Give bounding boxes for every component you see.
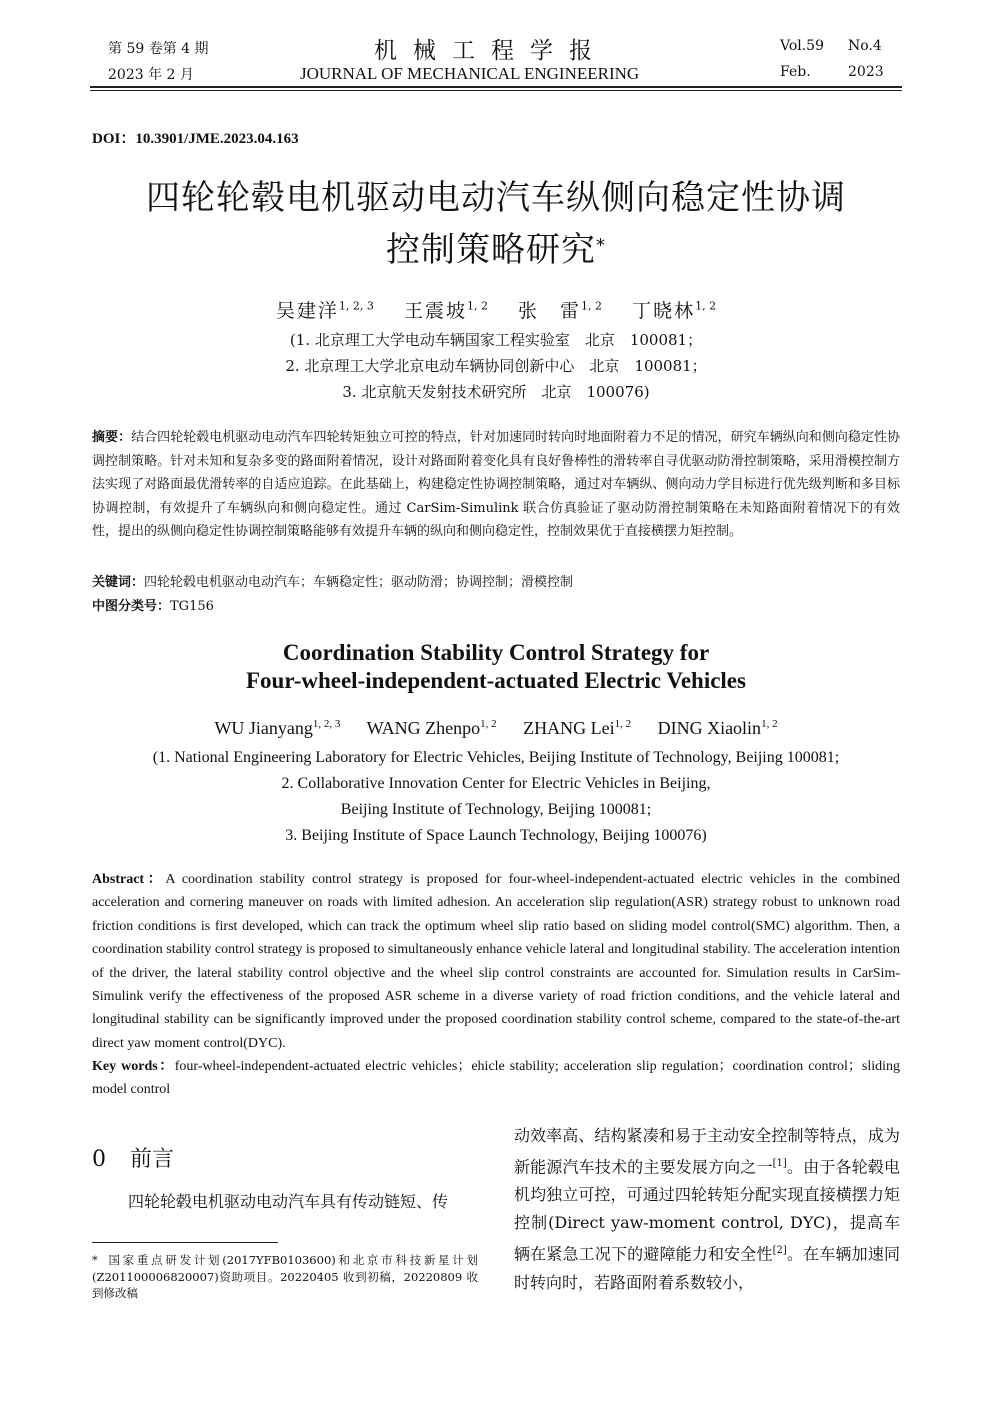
keywords-cn (92, 572, 900, 594)
number-en: No.4 (848, 38, 882, 54)
author-en-2-aff: 1, 2 (480, 718, 497, 730)
title-footnote-mark: * (596, 235, 606, 256)
title-cn-line-1: 四轮轮毂电机驱动电动汽车纵侧向稳定性协调 (146, 178, 846, 218)
affiliation-cn-2: 2. 北京理工大学北京电动车辆协同创新中心 北京 100081； (285, 357, 707, 375)
clc-label: 中图分类号： (92, 599, 171, 614)
intro-right-text-2: 。由于各轮毂电机均独立可控，可通过四轮转矩分配实现直接横摆力矩控制(Direct yaw-moment control, DYC)，提高车辆在紧急工况下的避障能力和安全性 (514, 1157, 900, 1264)
abstract-en-label: Abstract： (92, 872, 166, 887)
abstract-en (92, 868, 900, 1055)
affiliation-cn-3: 3. 北京航天发射技术研究所 北京 100076) (342, 383, 650, 401)
title-en (90, 639, 902, 695)
volume-issue-cn: 第 59 卷第 4 期 (108, 41, 209, 57)
doi: DOI：10.3901/JME.2023.04.163 (92, 131, 299, 147)
title-cn-line-2-wrap (90, 224, 902, 276)
intro-paragraph-right (514, 1122, 900, 1297)
intro-right-text-1: 动效率高、结构紧凑和易于主动安全控制等特点，成为新能源汽车技术的主要发展方向之一 (514, 1126, 900, 1177)
author-cn-2-aff: 1, 2 (466, 299, 488, 313)
citation-1: [1] (772, 1158, 787, 1169)
abstract-cn-text: 结合四轮轮毂电机驱动电动汽车四轮转矩独立可控的特点，针对加速同时转向时地面附着力不足的情况，研究车辆纵向和侧向稳定性协调控制策略。针对未知和复杂多变的路面附着情况，设计对路面附着变化具有良好鲁棒性的滑转率自寻优驱动防滑控制策略，采用滑模控制方法实现了对路面最优滑转率的自适应追踪。在此基础上，构建稳定性协调控制策略，通过对车辆纵、侧向动力学目标进行优先级判断和多目标协调控制，有效提升了车辆纵向和侧向稳定性。通过 CarSim-Simulink 联合仿真验证了驱动防滑控制策略在未知路面附着情况下的有效性，提出的纵侧向稳定性协调控制策略能够有效提升车辆的纵向和侧向稳定性，控制效果优于直接横摆力矩控制。 (92, 430, 900, 540)
keywords-en-label: Key words： (92, 1059, 175, 1074)
header-rule-thin (90, 90, 902, 91)
author-cn-4-aff: 1, 2 (695, 299, 717, 313)
title-en-line-2: Four-wheel-independent-actuated Electric Vehicles (246, 668, 746, 693)
section-0-number: 0 (92, 1147, 106, 1172)
footnote-text: 国家重点研发计划(2017YFB0103600)和北京市科技新星计划(Z201100006820007)资助项目。20220405 收到初稿，20220809 收到修改稿 (92, 1253, 478, 1300)
clc-number (92, 596, 900, 618)
intro-right-text-3: 。在车辆加速同时转向时，若路面附着系数较小， (514, 1244, 900, 1292)
title-cn (90, 172, 902, 276)
affiliation-en-1: (1. National Engineering Laboratory for Electric Vehicles, Beijing Institute of Technology, Beijing 100081; (152, 749, 840, 766)
affiliation-cn-1: (1. 北京理工大学电动车辆国家工程实验室 北京 100081； (289, 331, 703, 349)
affiliations-en (90, 745, 902, 849)
abstract-cn (92, 426, 900, 544)
keywords-en (92, 1055, 900, 1102)
keywords-cn-text: 四轮轮毂电机驱动电动汽车；车辆稳定性；驱动防滑；协调控制；滑模控制 (144, 575, 574, 590)
author-en-2: WANG Zhenpo (366, 718, 481, 738)
footnote (92, 1252, 478, 1302)
section-0-heading (92, 1142, 174, 1173)
author-en-3-aff: 1, 2 (614, 718, 632, 730)
intro-paragraph-left: 四轮轮毂电机驱动电动汽车具有传动链短、传 (128, 1192, 449, 1211)
author-en-4-aff: 1, 2 (761, 718, 778, 730)
authors-cn (90, 296, 902, 323)
journal-title-cn: 机械工程学报 (374, 38, 608, 64)
keywords-cn-label: 关键词： (92, 575, 145, 590)
journal-title-en: JOURNAL OF MECHANICAL ENGINEERING (300, 64, 640, 83)
section-0-title: 前言 (130, 1147, 175, 1172)
affiliation-en-3: Beijing Institute of Technology, Beijing 100081; (340, 801, 652, 818)
affiliation-en-4: 3. Beijing Institute of Space Launch Technology, Beijing 100076) (285, 827, 707, 844)
title-en-line-1: Coordination Stability Control Strategy for (282, 640, 710, 665)
month-en: Feb. (780, 64, 811, 80)
abstract-en-text: A coordination stability control strategy is proposed for four-wheel-independent-actuated electric vehicles in the combined acceleration and cornering maneuver on roads with limited adhesion. An acceleration slip regulation(ASR) strategy robust to unknown road friction conditions is first developed, which can track the optimum wheel slip ratio based on sliding model control(SMC) algorithm. Then, a coordination stability control strategy is proposed to simultaneously enhance vehicle lateral and longitudinal stability. The acceleration intention of the driver, the lateral stability control objective and the wheel slip control constraints are accounted for. Simulation results in CarSim-Simulink verify the effectiveness of the proposed ASR scheme in a diverse variety of road friction conditions, and the vehicle lateral and longitudinal stability can be significantly improved under the proposed coordination stability control scheme, compared to the state-of-the-art direct yaw moment control(DYC). (92, 872, 900, 1051)
header-rule-thick (90, 86, 902, 88)
affiliations-cn (90, 327, 902, 405)
footnote-mark: * (92, 1253, 98, 1267)
abstract-cn-label: 摘要： (92, 430, 132, 445)
author-en-4: DING Xiaolin (657, 718, 762, 738)
author-cn-3-aff: 1, 2 (581, 299, 603, 313)
author-en-3: ZHANG Lei (523, 718, 615, 738)
citation-2: [2] (772, 1245, 787, 1257)
title-cn-line-2: 控制策略研究 (386, 230, 596, 270)
year-en: 2023 (848, 64, 884, 80)
author-cn-2: 王震坡 (403, 300, 467, 322)
author-en-1-aff: 1, 2, 3 (312, 718, 341, 730)
author-cn-1-aff: 1, 2, 3 (338, 299, 374, 313)
authors-en (90, 718, 902, 739)
clc-text: TG156 (170, 599, 214, 614)
keywords-en-text: four-wheel-independent-actuated electric vehicles；ehicle stability; acceleration slip regulation；coordination control；sliding model control (92, 1059, 900, 1098)
author-cn-4: 丁晓林 (632, 300, 696, 322)
date-cn: 2023 年 2 月 (108, 67, 194, 83)
author-cn-1: 吴建洋 (275, 300, 339, 322)
author-en-1: WU Jianyang (214, 718, 313, 738)
volume-en: Vol.59 (780, 38, 824, 54)
author-cn-3: 张 雷 (518, 300, 582, 322)
footnote-rule (92, 1242, 278, 1243)
affiliation-en-2: 2. Collaborative Innovation Center for Electric Vehicles in Beijing, (281, 775, 711, 792)
